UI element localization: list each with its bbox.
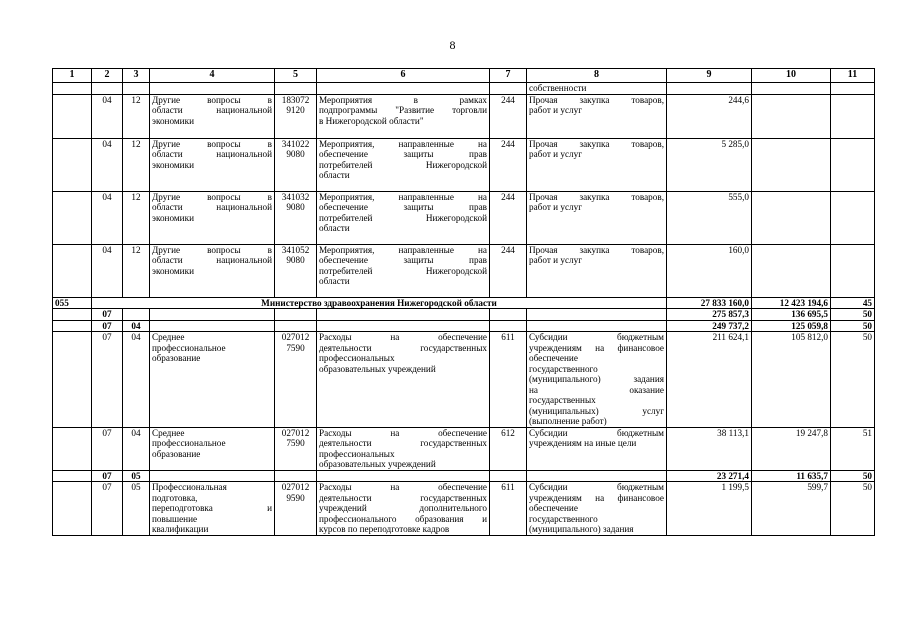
cell-line: области национальной xyxy=(152,202,272,212)
table-cell xyxy=(150,482,275,536)
cell-line: Прочая закупка товаров, xyxy=(529,138,664,149)
table-cell xyxy=(317,191,490,244)
table-cell: 50 xyxy=(831,320,875,332)
cell-line: обеспечение защиты прав xyxy=(319,202,487,212)
cell-line: 9080 xyxy=(286,149,305,159)
table-cell xyxy=(831,94,875,138)
cell-line: образование xyxy=(152,353,201,363)
table-cell xyxy=(150,427,275,470)
header-cell: 5 xyxy=(275,69,317,83)
table-cell: 04 xyxy=(92,138,123,191)
cell-line: Другие вопросы в xyxy=(152,191,272,202)
cell-line: подготовка, xyxy=(152,492,198,503)
table-cell xyxy=(150,94,275,138)
table-cell: 5 285,0 xyxy=(667,138,752,191)
cell-line: учреждениям на финансовое xyxy=(529,342,664,353)
table-cell xyxy=(275,191,317,244)
table-cell xyxy=(150,191,275,244)
table-cell: 50 xyxy=(831,482,875,536)
cell-line: области xyxy=(319,276,350,286)
page-number: 8 xyxy=(449,38,456,52)
table-cell xyxy=(53,309,92,321)
table-cell xyxy=(275,470,317,482)
cell-line: 9080 xyxy=(286,202,305,212)
cell-line: (муниципального) задания xyxy=(529,524,634,534)
cell-line: образование xyxy=(152,448,201,459)
cell-line: 027012 xyxy=(281,427,310,438)
table-cell: 105 812,0 xyxy=(752,332,831,428)
cell-line: в Нижегородской области" xyxy=(319,115,424,126)
table-cell xyxy=(275,244,317,297)
cell-line: Мероприятия, направленные на xyxy=(319,138,487,149)
table-cell: 211 624,1 xyxy=(667,332,752,428)
cell-line: подпрограммы "Развитие торговли xyxy=(319,105,487,115)
header-cell: 4 xyxy=(150,69,275,83)
cell-line: государственного xyxy=(529,363,598,374)
table-cell xyxy=(275,83,317,95)
table-cell xyxy=(53,320,92,332)
cell-line: повышение xyxy=(152,513,198,524)
cell-line: Прочая закупка товаров, xyxy=(529,191,664,202)
cell-line: профессиональных xyxy=(319,353,395,363)
table-cell xyxy=(527,482,667,536)
table-cell: 244 xyxy=(490,94,527,138)
table-cell xyxy=(831,138,875,191)
cell-line: деятельности государственных xyxy=(319,492,487,503)
table-row xyxy=(53,191,875,244)
cell-line: работ и услуг xyxy=(529,202,582,212)
table-cell xyxy=(53,332,92,428)
table-cell xyxy=(317,83,490,95)
cell-line: государственных xyxy=(529,395,596,405)
cell-line: 9080 xyxy=(286,255,305,265)
table-cell xyxy=(317,309,490,321)
table-cell: 599,7 xyxy=(752,482,831,536)
table-cell: 612 xyxy=(490,427,527,470)
table-cell: 555,0 xyxy=(667,191,752,244)
cell-line: курсов по переподготовке кадров xyxy=(319,524,450,534)
cell-line: Субсидии бюджетным xyxy=(529,332,664,342)
cell-line: обеспечение xyxy=(529,503,578,513)
subtotal-row xyxy=(53,309,875,321)
cell-line: потребителей Нижегородской xyxy=(319,159,487,170)
cell-line: Другие вопросы в xyxy=(152,244,272,255)
table-cell: 04 xyxy=(92,244,123,297)
table-cell xyxy=(53,470,92,482)
table-cell: 04 xyxy=(92,191,123,244)
table-row xyxy=(53,94,875,138)
table-cell xyxy=(53,94,92,138)
table-cell xyxy=(150,138,275,191)
cell-line: Профессиональная xyxy=(152,482,227,492)
table-cell xyxy=(490,470,527,482)
cell-line: профессиональное xyxy=(152,342,226,353)
table-cell: 38 113,1 xyxy=(667,427,752,470)
cell-line: (муниципального) задания xyxy=(529,374,664,384)
cell-line: деятельности государственных xyxy=(319,342,487,353)
cell-line: обеспечение защиты прав xyxy=(319,255,487,265)
table-cell xyxy=(527,320,667,332)
table-cell xyxy=(275,332,317,428)
table-cell: 04 xyxy=(123,332,150,428)
table-cell xyxy=(527,138,667,191)
cell-line: Мероприятия, направленные на xyxy=(319,244,487,255)
table-cell: 12 xyxy=(123,244,150,297)
cell-line: профессиональных xyxy=(319,448,395,459)
table-cell xyxy=(150,309,275,321)
table-cell: 11 635,7 xyxy=(752,470,831,482)
table-cell xyxy=(317,427,490,470)
table-cell xyxy=(150,83,275,95)
cell-line: Другие вопросы в xyxy=(152,138,272,149)
table-cell xyxy=(53,244,92,297)
cell-line: экономики xyxy=(152,159,194,170)
table-cell: 12 423 194,6 xyxy=(752,297,831,309)
cell-line: области xyxy=(319,223,350,233)
cell-line: экономики xyxy=(152,265,194,276)
table-cell xyxy=(490,309,527,321)
table-cell xyxy=(752,138,831,191)
table-cell xyxy=(150,470,275,482)
table-cell: 055 xyxy=(53,297,92,309)
cell-line: на оказание xyxy=(529,384,664,395)
cell-line: работ и услуг xyxy=(529,105,582,115)
header-cell: 6 xyxy=(317,69,490,83)
cell-line: Мероприятия, направленные на xyxy=(319,191,487,202)
header-cell: 2 xyxy=(92,69,123,83)
table-cell: 04 xyxy=(92,94,123,138)
table-cell xyxy=(317,244,490,297)
cell-line: Субсидии бюджетным xyxy=(529,427,664,438)
table-cell xyxy=(752,191,831,244)
table-cell: 07 xyxy=(92,470,123,482)
budget-table xyxy=(52,68,875,536)
cell-line: потребителей Нижегородской xyxy=(319,265,487,276)
table-cell xyxy=(123,309,150,321)
table-cell: 12 xyxy=(123,94,150,138)
table-cell: 1 199,5 xyxy=(667,482,752,536)
header-row xyxy=(53,69,875,83)
table-cell xyxy=(317,482,490,536)
table-row xyxy=(53,83,875,95)
header-cell: 10 xyxy=(752,69,831,83)
table-cell: 50 xyxy=(831,332,875,428)
table-cell: 136 695,5 xyxy=(752,309,831,321)
table-cell: 04 xyxy=(123,427,150,470)
table-cell xyxy=(275,138,317,191)
header-cell: 11 xyxy=(831,69,875,83)
table-cell: собственности xyxy=(527,83,667,95)
cell-line: экономики xyxy=(152,212,194,223)
table-cell xyxy=(317,94,490,138)
table-cell xyxy=(275,482,317,536)
table-cell: 27 833 160,0 xyxy=(667,297,752,309)
table-cell: 244 xyxy=(490,138,527,191)
cell-line: образовательных учреждений xyxy=(319,459,436,469)
table-cell: 07 xyxy=(92,320,123,332)
header-cell: 7 xyxy=(490,69,527,83)
table-cell xyxy=(275,94,317,138)
table-row xyxy=(53,244,875,297)
cell-line: учреждениям на иные цели xyxy=(529,438,637,448)
table-cell xyxy=(527,244,667,297)
table-cell: 45 xyxy=(831,297,875,309)
cell-line: области национальной xyxy=(152,255,272,265)
cell-line: 9590 xyxy=(286,492,305,503)
table-cell xyxy=(53,138,92,191)
table-cell: 05 xyxy=(123,482,150,536)
table-cell: 07 xyxy=(92,482,123,536)
cell-line: (муниципальных) услуг xyxy=(529,405,664,416)
table-cell xyxy=(527,309,667,321)
table-cell xyxy=(527,427,667,470)
table-cell: 50 xyxy=(831,470,875,482)
table-row xyxy=(53,427,875,470)
table-cell xyxy=(150,320,275,332)
cell-line: образовательных учреждений xyxy=(319,363,436,374)
table-cell: 244,6 xyxy=(667,94,752,138)
cell-line: работ и услуг xyxy=(529,255,582,265)
table-cell: 23 271,4 xyxy=(667,470,752,482)
table-cell: 12 xyxy=(123,138,150,191)
cell-line: Мероприятия в рамках xyxy=(319,94,487,105)
table-cell xyxy=(150,244,275,297)
cell-line: учреждений дополнительного xyxy=(319,503,487,513)
table-row xyxy=(53,332,875,428)
table-cell: 19 247,8 xyxy=(752,427,831,470)
table-cell xyxy=(53,191,92,244)
cell-line: государственного xyxy=(529,513,598,524)
cell-line: 027012 xyxy=(281,482,310,492)
table-cell xyxy=(53,482,92,536)
cell-line: Среднее xyxy=(152,427,185,438)
table-cell: 611 xyxy=(490,482,527,536)
cell-line: Расходы на обеспечение xyxy=(319,427,487,438)
cell-line: 341052 xyxy=(281,244,310,255)
cell-line: Субсидии бюджетным xyxy=(529,482,664,492)
cell-line: Другие вопросы в xyxy=(152,94,272,105)
table-cell: 50 xyxy=(831,309,875,321)
cell-line: 341022 xyxy=(281,138,310,149)
table-row xyxy=(53,138,875,191)
subtotal-row xyxy=(53,470,875,482)
table-cell: 51 xyxy=(831,427,875,470)
table-cell xyxy=(527,470,667,482)
table-cell xyxy=(92,83,123,95)
cell-line: Расходы на обеспечение xyxy=(319,332,487,342)
table-cell xyxy=(752,244,831,297)
table-cell xyxy=(490,83,527,95)
table-cell xyxy=(275,427,317,470)
header-cell: 3 xyxy=(123,69,150,83)
table-cell: 07 xyxy=(92,309,123,321)
cell-line: обеспечение защиты прав xyxy=(319,149,487,159)
table-cell xyxy=(831,83,875,95)
table-cell xyxy=(527,191,667,244)
table-cell xyxy=(752,83,831,95)
table-cell: 12 xyxy=(123,191,150,244)
ministry-row xyxy=(53,297,875,309)
table-cell xyxy=(317,470,490,482)
cell-line: (выполнение работ) xyxy=(529,416,607,426)
table-cell: 249 737,2 xyxy=(667,320,752,332)
cell-line: 7590 xyxy=(286,438,305,448)
table-cell xyxy=(275,309,317,321)
table-cell xyxy=(53,427,92,470)
cell-line: экономики xyxy=(152,115,194,126)
table-cell xyxy=(527,94,667,138)
header-cell: 8 xyxy=(527,69,667,83)
cell-line: квалификации xyxy=(152,524,209,534)
cell-line: профессионального образования и xyxy=(319,513,487,524)
table-cell xyxy=(317,138,490,191)
cell-line: области национальной xyxy=(152,149,272,159)
cell-line: деятельности государственных xyxy=(319,438,487,448)
table-cell: 125 059,8 xyxy=(752,320,831,332)
table-cell xyxy=(53,83,92,95)
table-cell xyxy=(150,332,275,428)
cell-line: области xyxy=(319,170,350,180)
table-row xyxy=(53,482,875,536)
table-cell: 07 xyxy=(92,427,123,470)
cell-line: профессиональное xyxy=(152,438,226,448)
table-cell xyxy=(667,83,752,95)
table-cell: 04 xyxy=(123,320,150,332)
cell-line: 9120 xyxy=(286,105,305,115)
cell-line: Среднее xyxy=(152,332,185,342)
cell-line: Расходы на обеспечение xyxy=(319,482,487,492)
table-cell xyxy=(831,191,875,244)
cell-line: переподготовка и xyxy=(152,503,272,513)
cell-line: работ и услуг xyxy=(529,149,582,159)
cell-line: 183072 xyxy=(281,94,310,105)
table-cell xyxy=(275,320,317,332)
table-cell: 244 xyxy=(490,244,527,297)
ministry-name: Министерство здравоохранения Нижегородской области xyxy=(92,297,667,309)
table-cell: 275 857,3 xyxy=(667,309,752,321)
table-cell: 160,0 xyxy=(667,244,752,297)
table-cell xyxy=(831,244,875,297)
table-cell xyxy=(123,83,150,95)
table-cell: 244 xyxy=(490,191,527,244)
cell-line: потребителей Нижегородской xyxy=(319,212,487,223)
table-cell: 611 xyxy=(490,332,527,428)
cell-line: учреждениям на финансовое xyxy=(529,492,664,503)
header-cell: 1 xyxy=(53,69,92,83)
table-cell xyxy=(490,320,527,332)
table-cell: 05 xyxy=(123,470,150,482)
table-cell: 07 xyxy=(92,332,123,428)
cell-line: Прочая закупка товаров, xyxy=(529,244,664,255)
table-cell xyxy=(317,320,490,332)
cell-line: обеспечение xyxy=(529,353,578,363)
cell-line: 7590 xyxy=(286,342,305,353)
subtotal-row xyxy=(53,320,875,332)
table-cell xyxy=(752,94,831,138)
cell-line: 027012 xyxy=(281,332,310,342)
header-cell: 9 xyxy=(667,69,752,83)
table-cell xyxy=(317,332,490,428)
table-cell xyxy=(527,332,667,428)
cell-line: области национальной xyxy=(152,105,272,115)
table-body xyxy=(53,69,875,536)
cell-line: Прочая закупка товаров, xyxy=(529,94,664,105)
cell-line: 341032 xyxy=(281,191,310,202)
